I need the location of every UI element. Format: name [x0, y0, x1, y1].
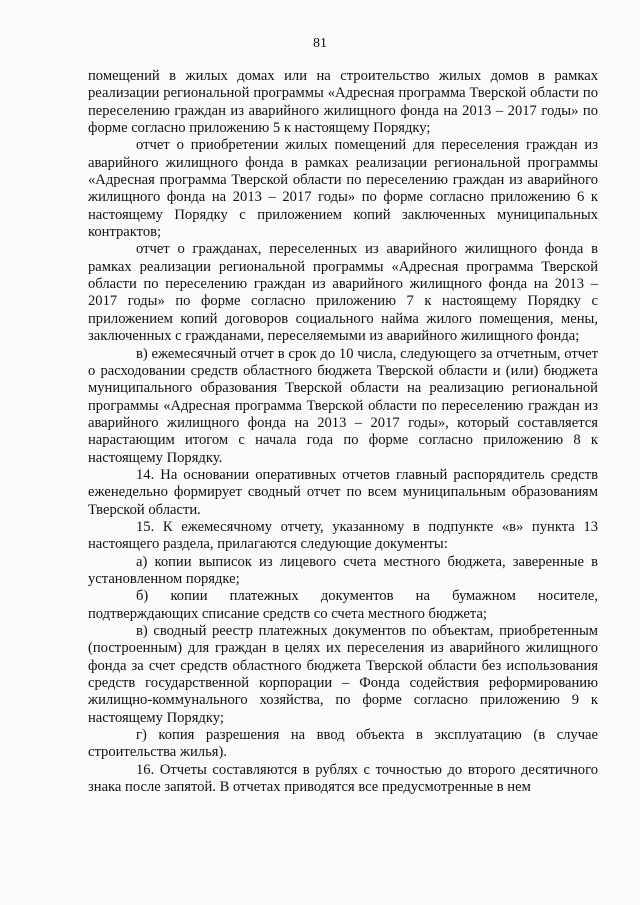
paragraph-report-acquisition: отчет о приобретении жилых помещений для переселения граждан из аварийного жилищного фонда в рамках реализации региональной программы «Адресная программа Тверской области по переселению граждан из аварийного жилищного фонда на 2013 – 2017 годы» по форме согласно приложению 6 к настоящему Порядку с приложением копий заключенных муниципальных контрактов; — [88, 137, 598, 241]
paragraph-item-15: 15. К ежемесячному отчету, указанному в подпункте «в» пункта 13 настоящего раздела, прилагаются следующие документы: — [88, 518, 598, 553]
paragraph-report-resettled-citizens: отчет о гражданах, переселенных из аварийного жилищного фонда в рамках реализации региональной программы «Адресная программа Тверской области по переселению граждан из аварийного жилищного фонда на 2013 – 2017 годы» по форме согласно приложению 7 к настоящему Порядку с приложением копий договоров социального найма жилого помещения, мены, заключенных с гражданами, переселяемыми из аварийного жилищного фонда; — [88, 241, 598, 345]
paragraph-monthly-report: в) ежемесячный отчет в срок до 10 числа, следующего за отчетным, отчет о расходовании средств областного бюджета Тверской области и (или) бюджета муниципального образования Тверской области на реализацию региональной программы «Адресная программа Тверской области по переселению граждан из аварийного жилищного фонда на 2013 – 2017 годы», который составляется нарастающим итогом с начала года по форме согласно приложению 8 к настоящему Порядку. — [88, 345, 598, 466]
paragraph-subitem-a: а) копии выписок из лицевого счета местного бюджета, заверенные в установленном порядке; — [88, 553, 598, 587]
paragraph-subitem-v: в) сводный реестр платежных документов по объектам, приобретенным (построенным) для граждан в целях их переселения из аварийного жилищного фонда за счет средств областного бюджета Тверской области без использования средств государственной корпорации – Фонда содействия реформированию жилищно-коммунального хозяйства, по форме согласно приложению 9 к настоящему Порядку; — [88, 623, 598, 726]
paragraph-continuation: помещений в жилых домах или на строительство жилых домов в рамках реализации региональной программы «Адресная программа Тверской области по переселению граждан из аварийного жилищного фонда на 2013 – 2017 годы» по форме согласно приложению 5 к настоящему Порядку; — [88, 68, 598, 137]
paragraph-item-16: 16. Отчеты составляются в рублях с точностью до второго десятичного знака после запятой. В отчетах приводятся все предусмотренные в нем — [88, 761, 598, 796]
document-body — [88, 68, 598, 796]
paragraph-subitem-b: б) копии платежных документов на бумажном носителе, подтверждающих списание средств со счета местного бюджета; — [88, 588, 598, 622]
page-number: 81 — [313, 36, 327, 51]
paragraph-subitem-g: г) копия разрешения на ввод объекта в эксплуатацию (в случае строительства жилья). — [88, 727, 598, 761]
paragraph-item-14: 14. На основании оперативных отчетов главный распорядитель средств еженедельно формирует сводный отчет по всем муниципальным образованиям Тверской области. — [88, 466, 598, 518]
